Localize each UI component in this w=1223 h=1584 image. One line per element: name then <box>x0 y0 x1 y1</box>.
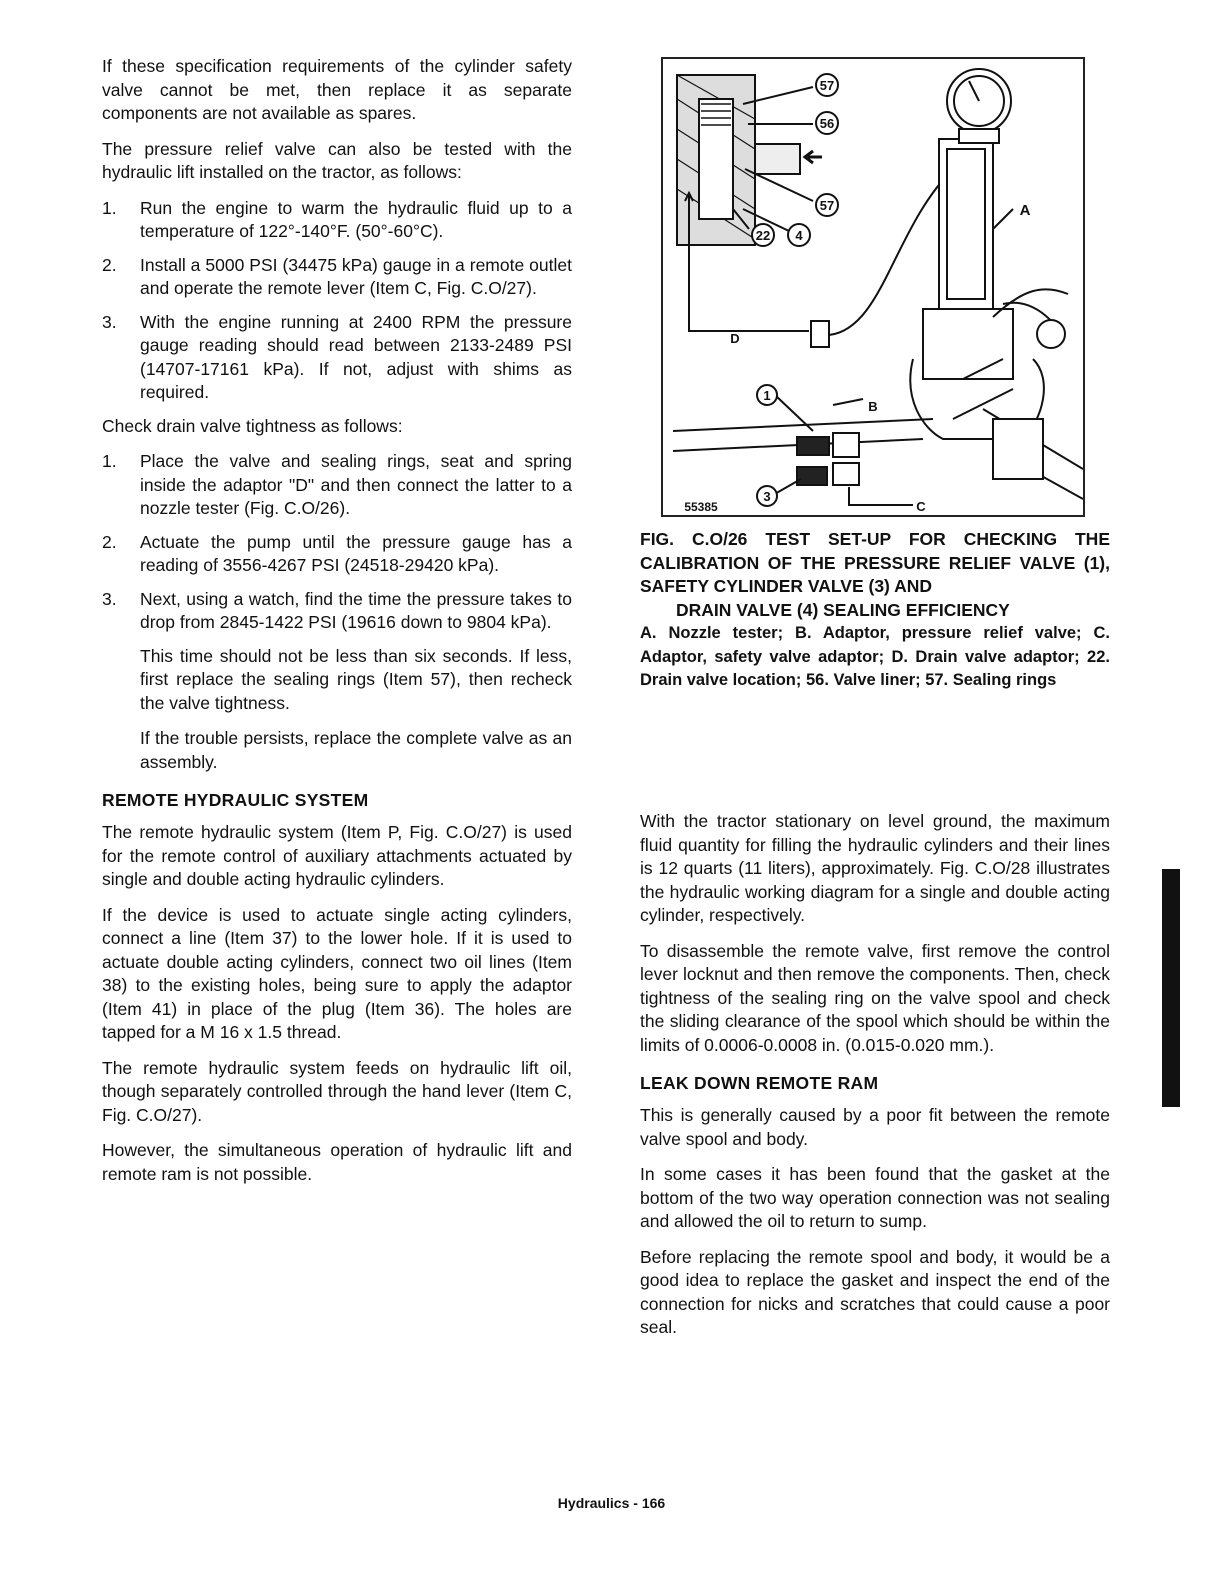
label-d: D <box>730 331 740 346</box>
paragraph: If the trouble persists, replace the complete valve as an assembly. <box>140 728 572 772</box>
page-footer: Hydraulics - 166 <box>557 1495 666 1511</box>
callout-22: 22 <box>755 228 771 243</box>
callout-56: 56 <box>819 116 835 131</box>
caption-legend: A. Nozzle tester; B. Adaptor, pressure relief valve; C. Adaptor, safety valve adaptor; D. Drain valve adaptor; 22. Drain valve location; 56. Valve liner; 57. Sealing rings <box>640 624 1110 689</box>
callout-3: 3 <box>763 489 771 504</box>
list-item: 1. Place the valve and sealing rings, seat and spring inside the adaptor "D" and then connect the latter to a nozzle tester (Fig. C.O/26). <box>102 451 572 518</box>
callout-57a: 57 <box>819 78 835 93</box>
paragraph: Check drain valve tightness as follows: <box>102 415 403 436</box>
list-item: 1. Run the engine to warm the hydraulic fluid up to a temperature of 122°-140°F. (50°-60°C). <box>102 197 572 241</box>
callout-1: 1 <box>763 388 771 403</box>
paragraph: If these specification requirements of the cylinder safety valve cannot be met, then replace it as separate components are not available as spares. <box>102 56 572 123</box>
paragraph: This time should not be less than six seconds. If less, first replace the sealing rings (Item 57), then recheck the valve tightness. <box>140 645 572 713</box>
caption-title: FIG. C.O/26 TEST SET-UP FOR CHECKING THE CALIBRATION OF THE PRESSURE RELIEF VALVE (1), SAFETY CYLINDER VALVE (3) AND <box>640 529 1110 596</box>
callout-4: 4 <box>795 228 803 243</box>
paragraph: The remote hydraulic system (Item P, Fig. C.O/27) is used for the remote control of auxiliary attachments actuated by single and double acting hydraulic cylinders. <box>102 822 572 889</box>
list-item: 3. Next, using a watch, find the time the pressure takes to drop from 2845-1422 PSI (19616 down to 9804 kPa). <box>102 588 572 632</box>
figure-number: 55385 <box>684 500 718 514</box>
left-column <box>102 55 572 1198</box>
paragraph: In some cases it has been found that the gasket at the bottom of the two way operation connection was not sealing and allowed the oil to return to sump. <box>640 1164 1110 1231</box>
figure-caption <box>640 528 1110 693</box>
label-a: A <box>1019 202 1031 219</box>
technical-illustration <box>663 59 1083 515</box>
caption-title-last: DRAIN VALVE (4) SEALING EFFICIENCY <box>676 599 1010 620</box>
paragraph: If the device is used to actuate single acting cylinders, connect a line (Item 37) to the lower hole. If it is used to actuate double acting cylinders, connect two oil lines (Item 38) to the existing holes, being sure to apply the adaptor (Item 41) in place of the plug (Item 36). The holes are tapped for a M 16 x 1.5 thread. <box>102 904 572 1042</box>
list-item: 2. Install a 5000 PSI (34475 kPa) gauge in a remote outlet and operate the remote lever (Item C, Fig. C.O/27). <box>102 254 572 298</box>
paragraph: Before replacing the remote spool and body, it would be a good idea to replace the gasket and inspect the end of the connection for nicks and scratches that could cause a poor seal. <box>640 1246 1110 1337</box>
right-column <box>640 810 1110 1352</box>
list-item: 3. With the engine running at 2400 RPM the pressure gauge reading should read between 2133-2489 PSI (14707-17161 kPa). If not, adjust with shims as required. <box>102 311 572 402</box>
label-c: C <box>916 499 926 514</box>
paragraph: To disassemble the remote valve, first remove the control lever locknut and then remove the components. Then, check tightness of the sealing ring on the valve spool and check the sliding clearance of the spool which should be within the limits of 0.0006-0.0008 in. (0.015-0.020 mm.). <box>640 940 1110 1055</box>
paragraph: This is generally caused by a poor fit between the remote valve spool and body. <box>640 1105 1110 1149</box>
callout-57b: 57 <box>819 198 835 213</box>
numbered-list <box>102 450 572 635</box>
figure-test-setup <box>661 57 1085 517</box>
paragraph: However, the simultaneous operation of hydraulic lift and remote ram is not possible. <box>102 1140 572 1184</box>
section-heading: LEAK DOWN REMOTE RAM <box>640 1073 879 1093</box>
section-heading: REMOTE HYDRAULIC SYSTEM <box>102 790 369 810</box>
label-b: B <box>868 399 878 414</box>
numbered-list <box>102 197 572 405</box>
paragraph: The remote hydraulic system feeds on hydraulic lift oil, though separately controlled through the hand lever (Item C, Fig. C.O/27). <box>102 1057 572 1125</box>
list-item: 2. Actuate the pump until the pressure gauge has a reading of 3556-4267 PSI (24518-29420 kPa). <box>102 531 572 575</box>
paragraph: With the tractor stationary on level ground, the maximum fluid quantity for filling the hydraulic cylinders and their lines is 12 quarts (11 liters), approximately. Fig. C.O/28 illustrates the hydraulic working diagram for a single and double acting cylinder, respectively. <box>640 811 1110 925</box>
margin-change-bar <box>1162 869 1180 1107</box>
paragraph: The pressure relief valve can also be tested with the hydraulic lift installed on the tractor, as follows: <box>102 138 572 182</box>
